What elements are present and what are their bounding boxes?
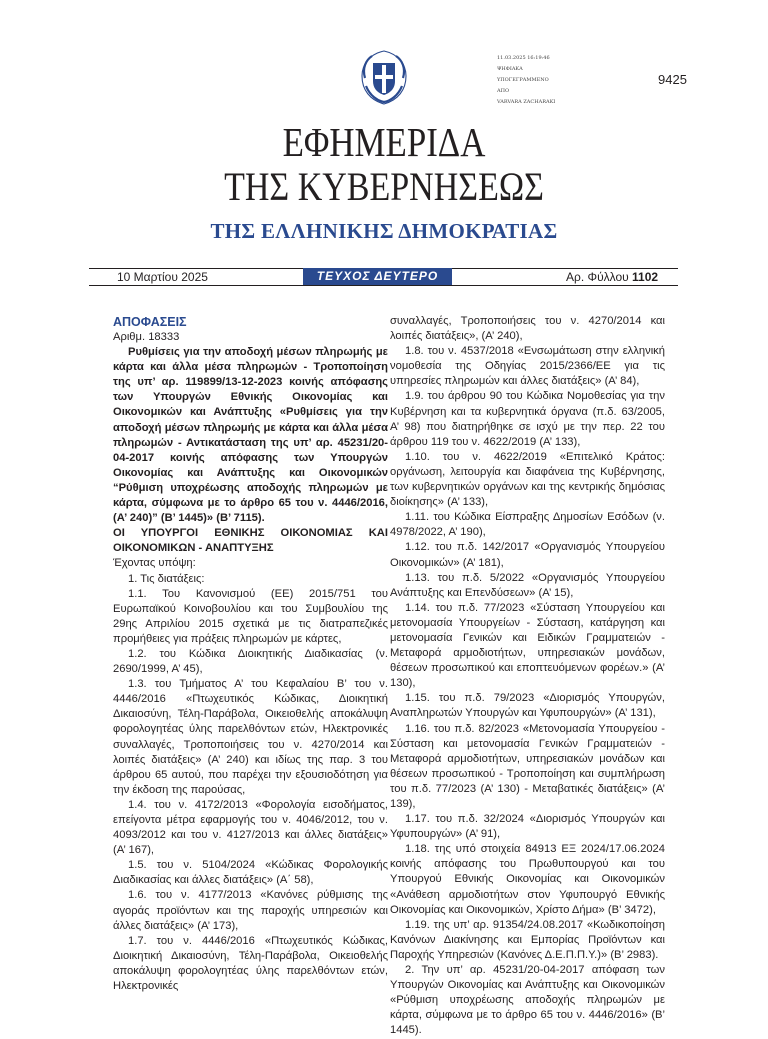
paragraph: 1.5. του ν. 5104/2024 «Κώδικας Φορολογικής Διαδικασίας και άλλες διατάξεις» (Α΄ 58), bbox=[113, 859, 388, 887]
page-number: 9425 bbox=[658, 72, 687, 87]
masthead-subtitle: ΤΗΣ ΕΛΛΗΝΙΚΗΣ ΔΗΜΟΚΡΑΤΙΑΣ bbox=[210, 219, 558, 243]
paragraph: 1.15. του π.δ. 79/2023 «Διορισμός Υπουργών, Αναπληρωτών Υπουργών και Υφυπουργών» (Α’ 131), bbox=[390, 692, 665, 720]
paragraph: 1.3. του Τμήματος Α’ του Κεφαλαίου Β’ του ν. 4446/2016 «Πτωχευτικός Κώδικας, Διοικητική Δικαιοσύνη, Τέλη-Παράβολα, Οικειοθελής αποκάλυψη φορολογητέας ύλης παρελθόντων ετών, Ηλεκτρονικές συναλλαγές, Τροποποιήσεις του ν. 4270/2014 και λοιπές διατάξεις» (Α’ 240) και ιδίως της παρ. 3 του άρθρου 65 αυτού, που παρέχει την εξουσιοδότηση για την έκδοση της παρούσας, bbox=[113, 678, 388, 796]
sheet-value: 1102 bbox=[632, 270, 659, 284]
paragraph: 1.17. του π.δ. 32/2024 «Διορισμός Υπουργών και Υφυπουργών» (Α’ 91), bbox=[390, 813, 665, 841]
paragraph: 1.6. του ν. 4177/2013 «Κανόνες ρύθμισης της αγοράς προϊόντων και της παροχής υπηρεσιών και άλλες διατάξεις» (Α’ 173), bbox=[113, 889, 388, 932]
paragraph: 1.11. του Κώδικα Είσπραξης Δημοσίων Εσόδων (ν. 4978/2022, Α’ 190), bbox=[390, 511, 665, 539]
greek-coat-of-arms-icon bbox=[356, 48, 412, 106]
paragraph: 1. Τις διατάξεις: bbox=[128, 572, 205, 585]
signature-line: ΑΠΟ bbox=[497, 88, 510, 94]
ministers-heading: ΟΙ ΥΠΟΥΡΓΟΙ ΕΘΝΙΚΗΣ ΟΙΚΟΝΟΜΙΑΣ ΚΑΙ ΟΙΚΟΝΟΜΙΚΩΝ - ΑΝΑΠΤΥΞΗΣ bbox=[113, 527, 388, 555]
paragraph: 1.16. του π.δ. 82/2023 «Μετονομασία Υπουργείου - Σύσταση και μετονομασία Γενικών Γραμματειών - Μεταφορά αρμοδιοτήτων, υπηρεσιακών μονάδων και θέσεων προσωπικού - Τροποποίηση και συμπλήρωση του π.δ. 77/2023 (Α’ 130) - Μεταβατικές διατάξεις» (Α’ 139), bbox=[390, 722, 665, 810]
header-rule-bottom bbox=[89, 285, 678, 286]
paragraph: 1.10. του ν. 4622/2019 «Επιτελικό Κράτος: οργάνωση, λειτουργία και διαφάνεια της Κυβέρνησης, των κυβερνητικών οργάνων και της κεντρικής δημόσιας διοίκησης» (Α’ 133), bbox=[390, 450, 665, 509]
right-column bbox=[390, 314, 665, 1039]
paragraph-continued: συναλλαγές, Τροποποιήσεις του ν. 4270/2014 και λοιπές διατάξεις», (Α’ 240), bbox=[390, 315, 665, 343]
issue-badge: ΤΕΥΧΟΣ ΔΕΥΤΕΡΟ bbox=[303, 268, 452, 285]
paragraph: 1.4. του ν. 4172/2013 «Φορολογία εισοδήματος, επείγοντα μέτρα εφαρμογής του ν. 4046/2012, του ν. 4093/2012 και του ν. 4127/2013 και άλλες διατάξεις» (Α’ 167), bbox=[113, 798, 388, 857]
paragraph: 1.1. Του Κανονισμού (ΕΕ) 2015/751 του Ευρωπαϊκού Κοινοβουλίου και του Συμβουλίου της 29ης Απριλίου 2015 σχετικά με τις διατραπεζικές προμήθειες για πράξεις πληρωμών με κάρτες, bbox=[113, 587, 388, 645]
decision-title: Ρυθμίσεις για την αποδοχή μέσων πληρωμής με κάρτα και άλλα μέσα πληρωμών - Τροποποίηση της υπ’ αρ. 119899/13-12-2023 κοινής απόφασης των Υπουργών Εθνικής Οικονομίας και Οικονομικών και Ανάπτυξης «Ρυθμίσεις για την αποδοχή μέσων πληρωμής με κάρτα και άλλα μέσα πληρωμών - Αντικατάσταση της υπ’ αρ. 45231/20-04-2017 κοινής απόφασης των Υπουργών Οικονομίας και Ανάπτυξης και Οικονομικών “Ρύθμιση υποχρέωσης αποδοχής πληρωμών με κάρτα, σύμφωνα με το άρθρο 65 του ν. 4446/2016, (Α’ 240)” (Β’ 1445)» (Β’ 7115). bbox=[113, 346, 388, 525]
paragraph: 1.7. του ν. 4446/2016 «Πτωχευτικός Κώδικας, Διοικητική Δικαιοσύνη, Τέλη-Παράβολα, Οικειοθελής αποκάλυψη φορολογητέας ύλης παρελθόντων ετών, Ηλεκτρονικές bbox=[113, 934, 388, 993]
paragraph: 1.9. του άρθρου 90 του Κώδικα Νομοθεσίας για την Κυβέρνηση και τα κυβερνητικά όργανα (π.δ. 63/2005, Α’ 98) που διατηρήθηκε σε ισχύ με την περ. 22 του άρθρου 119 του ν. 4622/2019 (Α’ 133), bbox=[390, 390, 665, 448]
paragraph: 1.2. του Κώδικα Διοικητικής Διαδικασίας (ν. 2690/1999, Α’ 45), bbox=[113, 647, 388, 676]
section-heading: ΑΠΟΦΑΣΕΙΣ bbox=[113, 315, 187, 329]
paragraph: 1.18. της υπό στοιχεία 84913 ΕΞ 2024/17.06.2024 κοινής απόφασης του Πρωθυπουργού και του Υπουργού Εθνικής Οικονομίας και Οικονομικών «Ανάθεση αρμοδιοτήτων στον Υφυπουργό Εθνικής Οικονομίας και Οικονομικών, Χρίστο Δήμα» (Β’ 3472), bbox=[390, 843, 665, 916]
masthead-title-line1: ΕΦΗΜΕΡΙΔΑ bbox=[282, 119, 486, 165]
sheet-number bbox=[566, 270, 658, 285]
paragraph: 1.19. της υπ’ αρ. 91354/24.08.2017 «Κωδικοποίηση Κανόνων Διακίνησης και Εμπορίας Προϊόντων και Παροχής Υπηρεσιών (Κανόνες Δ.Ε.Π.Π.Υ.)» (Β’ 2983). bbox=[390, 918, 665, 961]
signature-line: ΨΗΦΙΑΚΑ bbox=[497, 66, 523, 72]
decision-number: Αριθμ. 18333 bbox=[113, 331, 180, 343]
intro-text: Έχοντας υπόψη: bbox=[113, 557, 196, 570]
issue-date: 10 Μαρτίου 2025 bbox=[117, 270, 208, 284]
paragraph: 2. Την υπ’ αρ. 45231/20-04-2017 απόφαση των Υπουργών Οικονομίας και Ανάπτυξης και Οικονομικών «Ρύθμιση υποχρέωσης αποδοχής πληρωμών με κάρτα, σύμφωνα με το άρθρο 65 του ν. 4446/2016» (Β’ 1445). bbox=[390, 964, 665, 1037]
paragraph: 1.13. του π.δ. 5/2022 «Οργανισμός Υπουργείου Ανάπτυξης και Επενδύσεων» (Α’ 15), bbox=[390, 571, 665, 599]
masthead-title-line2: ΤΗΣ ΚΥΒΕΡΝΗΣΕΩΣ bbox=[224, 164, 544, 209]
paragraph: 1.12. του π.δ. 142/2017 «Οργανισμός Υπουργείου Οικονομικών» (Α’ 181), bbox=[390, 541, 665, 569]
sheet-label: Αρ. Φύλλου bbox=[566, 270, 629, 284]
left-column bbox=[113, 314, 388, 994]
digital-signature-block bbox=[497, 53, 555, 108]
signature-name: VARVARA ZACHARAKI bbox=[497, 99, 556, 105]
paragraph: 1.14. του π.δ. 77/2023 «Σύσταση Υπουργείου και μετονομασία Υπουργείων - Σύσταση, κατάργηση και μετονομασία Γενικών και Ειδικών Γραμματειών - Μεταφορά αρμοδιοτήτων, υπηρεσιακών μονάδων, θέσεων προσωπικού και εποπτευόμενων φορέων.» (Α’ 130), bbox=[390, 601, 665, 690]
paragraph: 1.8. του ν. 4537/2018 «Ενσωμάτωση στην ελληνική νομοθεσία της Οδηγίας 2015/2366/ΕΕ για τις υπηρεσίες πληρωμών και άλλες διατάξεις» (Α’ 84), bbox=[390, 345, 665, 388]
signature-timestamp: 11.03.2025 16:19:46 bbox=[497, 55, 550, 61]
signature-line: ΥΠΟΓΕΓΡΑΜΜΕΝΟ bbox=[497, 77, 549, 83]
